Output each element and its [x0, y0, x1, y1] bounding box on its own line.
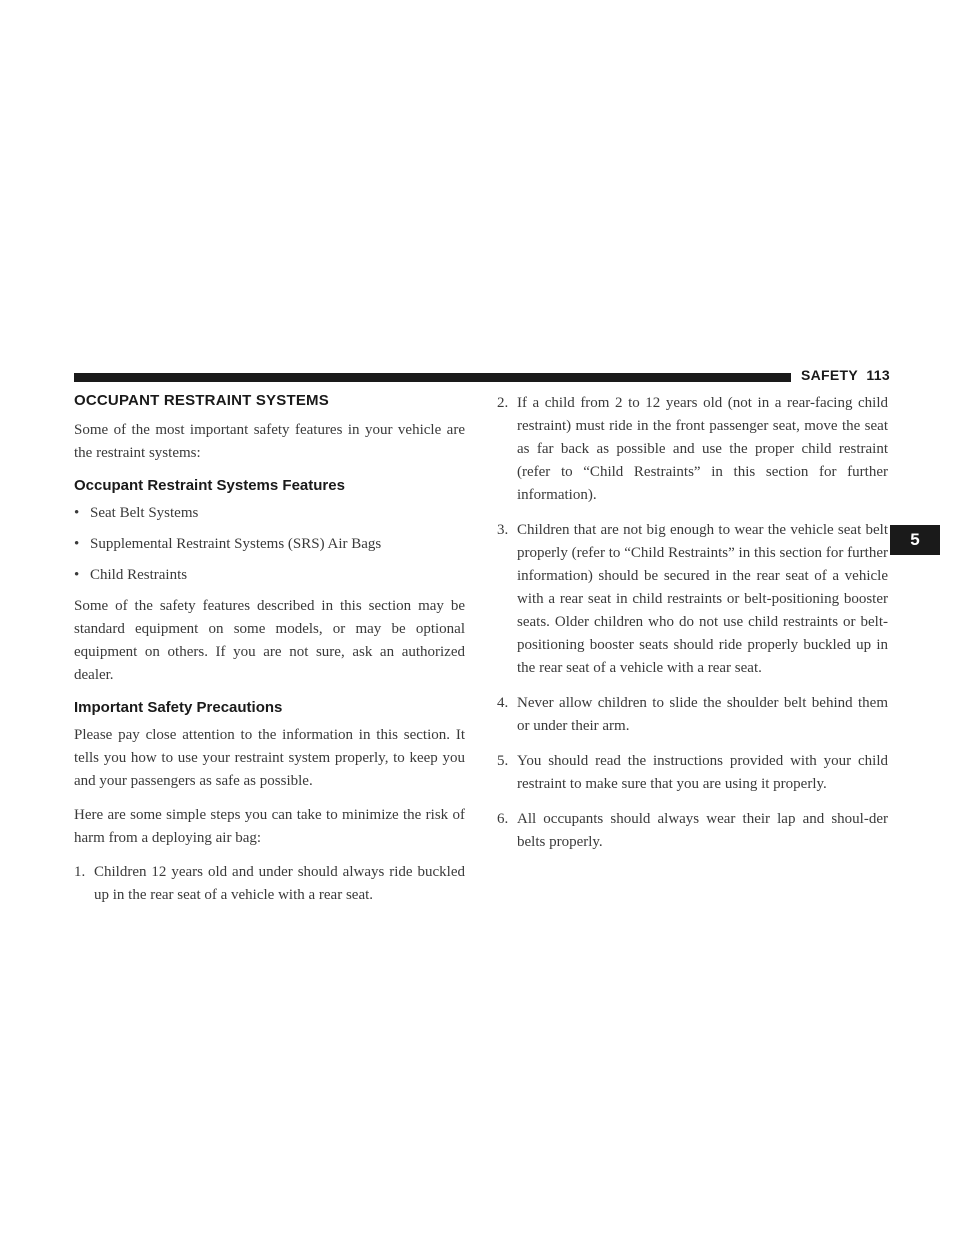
list-item: 6. All occupants should always wear their lap and shoul-der belts properly. [497, 811, 888, 850]
list-item: 1. Children 12 years old and under should always ride buckled up in the rear seat of a vehicle with a rear seat. [74, 864, 465, 903]
features-heading: Occupant Restraint Systems Features [74, 477, 345, 494]
right-column [497, 392, 888, 866]
chapter-tab: 5 [890, 525, 940, 555]
features-list [74, 502, 465, 587]
list-item: 3. Children that are not big enough to wear the vehicle seat belt properly (refer to “Child Restraints” in this section for further information) should be secured in the rear seat of a vehicle with a rear seat in child restraints or belt-positioning booster seats. Older children who do not use child restraints or belt-positioning booster seats should ride properly buckled up in the rear seat of a vehicle with a rear seat. [497, 522, 888, 676]
left-column [74, 392, 465, 919]
list-item: • Child Restraints [74, 564, 465, 587]
steps-list-right [497, 392, 888, 854]
header-rule [74, 373, 791, 382]
bullet-icon: • [74, 567, 80, 583]
list-item: 4. Never allow children to slide the shoulder belt behind them or under their arm. [497, 695, 888, 734]
steps-list-left [74, 861, 465, 907]
list-item: • Seat Belt Systems [74, 502, 465, 525]
intro-paragraph: Some of the most important safety features in your vehicle are the restraint systems: [74, 422, 465, 461]
list-item: 2. If a child from 2 to 12 years old (not in a rear-facing child restraint) must ride in the front passenger seat, move the seat as far back as possible and use the proper child restraint (refer to “Child Restraints” in this section for further information). [497, 395, 888, 503]
precautions-paragraph-1: Please pay close attention to the information in this section. It tells you how to use your restraint system properly, to keep you and your passengers as safe as possible. [74, 727, 465, 789]
header-section: SAFETY [801, 367, 859, 383]
running-header [801, 367, 890, 383]
bullet-icon: • [74, 536, 80, 552]
bullet-icon: • [74, 505, 80, 521]
section-title: OCCUPANT RESTRAINT SYSTEMS [74, 392, 329, 409]
list-item: • Supplemental Restraint Systems (SRS) Air Bags [74, 533, 465, 556]
features-note: Some of the safety features described in this section may be standard equipment on some models, or may be optional equipment on others. If you are not sure, ask an authorized dealer. [74, 598, 465, 683]
page-number: 113 [866, 367, 890, 383]
list-item: 5. You should read the instructions provided with your child restraint to make sure that you are using it properly. [497, 753, 888, 792]
precautions-paragraph-2: Here are some simple steps you can take to minimize the risk of harm from a deploying air bag: [74, 807, 465, 846]
precautions-heading: Important Safety Precautions [74, 699, 283, 716]
